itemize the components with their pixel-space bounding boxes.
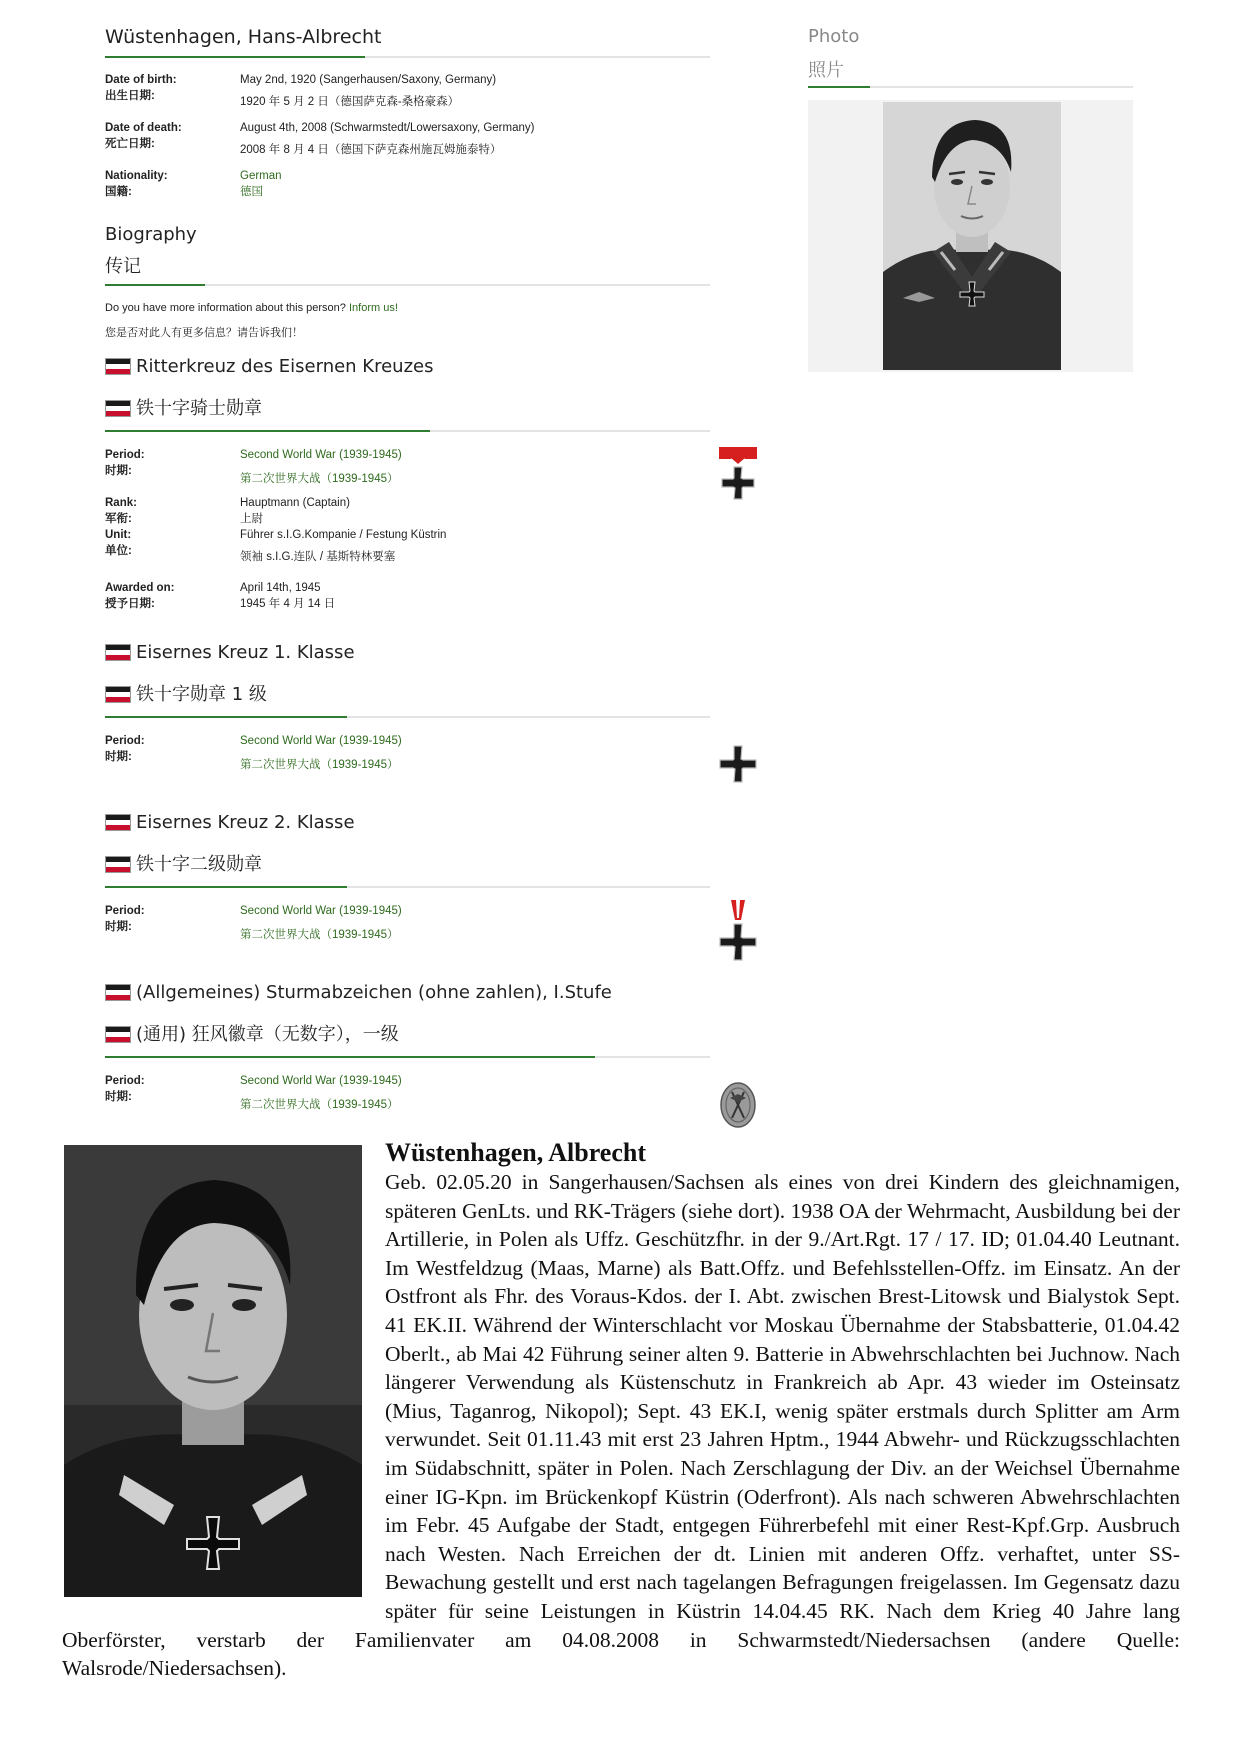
- flag-icon: [105, 358, 131, 375]
- flag-icon: [105, 400, 131, 417]
- awarded-value: April 14th, 1945: [240, 582, 321, 594]
- unit-label-cn: 单位:: [105, 545, 132, 557]
- biography-title: Biography: [105, 224, 197, 245]
- photo-title: Photo: [808, 26, 860, 47]
- birth-values: [240, 72, 496, 110]
- award-title-knights-cross-cn: 铁十字骑士勋章: [105, 394, 262, 420]
- awarded-label-cn: 授予日期:: [105, 598, 155, 610]
- birth-value-cn: 1920 年 5 月 2 日（德国萨克森-桑格豪森）: [240, 96, 460, 108]
- flag-icon: [105, 856, 131, 873]
- book-entry-title: Wüstenhagen, Albrecht: [385, 1138, 646, 1167]
- award4-period: [240, 1073, 402, 1113]
- period-value-cn[interactable]: 第二次世界大战（1939-1945）: [240, 473, 399, 485]
- award-title-knights-cross: Ritterkreuz des Eisernen Kreuzes: [105, 356, 434, 377]
- period-value[interactable]: Second World War (1939-1945): [240, 905, 402, 917]
- iron-cross-2-icon: [718, 900, 758, 962]
- info-labels: [105, 72, 225, 104]
- photo-frame: [808, 100, 1133, 372]
- award3-period: [240, 903, 402, 943]
- photo-divider: [808, 86, 1133, 88]
- birth-label: Date of birth:: [105, 74, 177, 86]
- inform-us-link[interactable]: Inform us!: [348, 302, 398, 314]
- flag-icon: [105, 814, 131, 831]
- rank-label-cn: 军衔:: [105, 513, 132, 525]
- period-label-cn: 时期:: [105, 921, 132, 933]
- period-label-cn: 时期:: [105, 465, 132, 477]
- nationality-label-cn: 国籍:: [105, 186, 132, 198]
- award3-labels: [105, 903, 145, 935]
- award-title-iron-cross-2: Eisernes Kreuz 2. Klasse: [105, 812, 355, 833]
- award1-awarded-values: [240, 580, 335, 612]
- iron-cross-1-icon: [718, 744, 758, 784]
- book-entry-body: Geb. 02.05.20 in Sangerhausen/Sachsen als eines von drei Kindern des gleichnamigen, späteren GenLts. und RK-Trägers (siehe dort). 1938 OA der Wehrmacht, Ausbildung bei der Artillerie, in Polen als Uffz. Geschützfhr. in der 9./Art.Rgt. 17 / 17. ID; 01.04.40 Leutnant. Im Westfeldzug (Maas, Marne) als Batt.Offz. und Befehlsstellen-Offz. im Einsatz. An der Ostfront als Fhr. des Voraus-Kdos. der I. Abt. zwischen Brest-Litowsk und Bialystok Sept. 41 EK.II. Während der Winterschlacht vor Moskau Übernahme der Stabsbatterie, 01.04.42 Oberlt., ab Mai 42 Führung seiner alten 9. Batterie in Abwehrschlachten bei Juchnow. Nach längerer Verwendung als Küstenschutz in Frankreich ab Apr. 43 wieder im Osteinsatz (Mius, Taganrog, Nikopol); Sept. 43 EK.I, wenig später erstmals durch Splitter am Arm verwundet. Seit 01.11.43 mit erst 23 Jahren Hptm., 1944 Abwehr- und Rückzugsschlachten im Südabschnitt, später in Polen. Nach Zerschlagung der Div. an der Weichsel Übernahme einer IG-Kpn. im Brückenkopf Küstrin (Oderfront). Als nach schweren Abwehrschlachten im Febr. 45 Aufgabe der Stadt, entgegen Führerbefehl mit einer Rest-Kpf.Grp. Ausbruch nach Westen. Nach Erreichen der dt. Linien mit anderen Offz. verhaftet, unter SS-Bewachung gestellt und erst nach tagelangen Befragungen freigelassen. Im Gegensatz dazu später für seine Leistungen in Küstrin 14.04.45 RK. Nach dem Krieg 40 Jahre lang Oberförster, verstarb der Familienvater am 04.08.2008 in Schwarmstedt/Niedersachsen (andere Quelle: Walsrode/Niedersachsen).: [62, 1170, 1180, 1681]
- photo-title-cn: 照片: [808, 60, 844, 81]
- rank-value-cn: 上尉: [240, 513, 263, 525]
- death-labels: [105, 120, 182, 152]
- rank-value: Hauptmann (Captain): [240, 497, 350, 509]
- nationality-value[interactable]: German: [240, 170, 282, 182]
- period-value-cn[interactable]: 第二次世界大战（1939-1945）: [240, 759, 399, 771]
- award-title-iron-cross-1: Eisernes Kreuz 1. Klasse: [105, 642, 355, 663]
- period-label: Period:: [105, 905, 145, 917]
- award-title-iron-cross-2-cn: 铁十字二级勋章: [105, 850, 262, 876]
- period-label: Period:: [105, 1075, 145, 1087]
- nationality-value-cn[interactable]: 德国: [240, 186, 263, 198]
- award-title-assault-badge: (Allgemeines) Sturmabzeichen (ohne zahlen), I.Stufe: [105, 982, 612, 1003]
- biography-prompt-cn: 您是否对此人有更多信息？请告诉我们！: [105, 327, 303, 339]
- death-value: August 4th, 2008 (Schwarmstedt/Lowersaxony, Germany): [240, 122, 535, 134]
- award-title-assault-badge-cn: (通用) 狂风徽章（无数字），一级: [105, 1020, 399, 1046]
- award2-period: [240, 733, 402, 773]
- award-divider: [105, 886, 710, 888]
- period-label-cn: 时期:: [105, 1091, 132, 1103]
- nationality-label: Nationality:: [105, 170, 168, 182]
- award1-awarded-labels: [105, 580, 174, 612]
- flag-icon: [105, 644, 131, 661]
- biography-prompt: Do you have more information about this person?: [105, 302, 346, 314]
- award1-rank-unit-values: [240, 495, 446, 565]
- award1-period: [240, 447, 402, 487]
- award-divider: [105, 1056, 710, 1058]
- award4-labels: [105, 1073, 145, 1105]
- rank-label: Rank:: [105, 497, 137, 509]
- biography-title-cn: 传记: [105, 256, 141, 277]
- birth-label-cn: 出生日期:: [105, 90, 155, 102]
- biography-prompt-row: [105, 300, 398, 316]
- portrait-photo[interactable]: [883, 102, 1061, 370]
- death-value-cn: 2008 年 8 月 4 日（德国下萨克森州施瓦姆施泰特）: [240, 144, 502, 156]
- birth-value: May 2nd, 1920 (Sangerhausen/Saxony, Germany): [240, 74, 497, 86]
- knights-cross-icon: [715, 445, 761, 501]
- assault-badge-icon: [718, 1080, 758, 1130]
- book-entry-text: [62, 1168, 1180, 1683]
- person-name: Wüstenhagen, Hans-Albrecht: [105, 26, 382, 48]
- nationality-labels: [105, 168, 168, 200]
- death-values: [240, 120, 534, 158]
- awarded-value-cn: 1945 年 4 月 14 日: [240, 598, 336, 610]
- death-label: Date of death:: [105, 122, 182, 134]
- period-value-cn[interactable]: 第二次世界大战（1939-1945）: [240, 1099, 399, 1111]
- award-divider: [105, 716, 710, 718]
- award2-labels: [105, 733, 145, 765]
- biography-divider: [105, 284, 710, 286]
- period-label: Period:: [105, 449, 145, 461]
- name-divider: [105, 56, 710, 58]
- award-title-iron-cross-1-cn: 铁十字勋章 1 级: [105, 680, 267, 706]
- flag-icon: [105, 984, 131, 1001]
- unit-value: Führer s.I.G.Kompanie / Festung Küstrin: [240, 529, 447, 541]
- flag-icon: [105, 1026, 131, 1043]
- period-value[interactable]: Second World War (1939-1945): [240, 1075, 402, 1087]
- death-label-cn: 死亡日期:: [105, 138, 155, 150]
- flag-icon: [105, 686, 131, 703]
- period-value[interactable]: Second World War (1939-1945): [240, 735, 402, 747]
- period-value[interactable]: Second World War (1939-1945): [240, 449, 402, 461]
- nationality-values: [240, 168, 282, 200]
- award1-labels: [105, 447, 145, 479]
- period-value-cn[interactable]: 第二次世界大战（1939-1945）: [240, 929, 399, 941]
- award-divider: [105, 430, 710, 432]
- period-label: Period:: [105, 735, 145, 747]
- unit-label: Unit:: [105, 529, 132, 541]
- unit-value-cn: 领袖 s.I.G.连队 / 基斯特林要塞: [240, 551, 396, 563]
- period-label-cn: 时期:: [105, 751, 132, 763]
- award1-rank-unit-labels: [105, 495, 137, 559]
- awarded-label: Awarded on:: [105, 582, 175, 594]
